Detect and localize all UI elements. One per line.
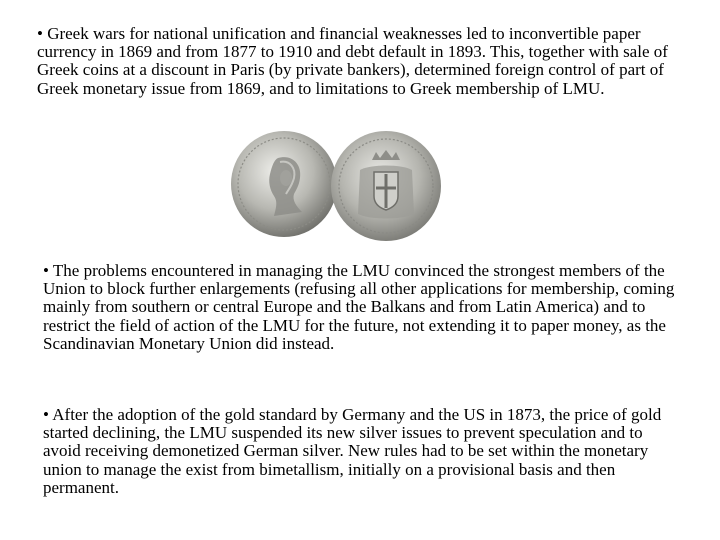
coin-obverse-image — [230, 130, 338, 238]
bullet-gold-standard: • After the adoption of the gold standard by Germany and the US in 1873, the price of gold started declining, the LMU suspended its new silver issues to prevent speculation and to avoid receiving demonetized German silver. New rules had to be set within the monetary union to manage the exist from bimetallism, initially on a provisional basis and then permanent. — [43, 405, 662, 497]
bullet-lmu-problems: • The problems encountered in managing the LMU convinced the strongest members of the Union to block further enlargements (refusing all other applications for membership, coming mainly from southern or central Europe and the Balkans and from Latin America) and to restrict the field of action of the LMU for the future, not extending it to paper money, as the Scandinavian Monetary Union did instead. — [43, 261, 675, 353]
bullet-greek-wars: • Greek wars for national unification and financial weaknesses led to inconvertible paper currency in 1869 and from 1877 to 1910 and debt default in 1893. This, together with sale of Greek coins at a discount in Paris (by private bankers), determined foreign control of part of Greek monetary issue from 1869, and to limitations to Greek membership of LMU. — [37, 24, 668, 98]
coin-reverse-image — [330, 130, 442, 242]
